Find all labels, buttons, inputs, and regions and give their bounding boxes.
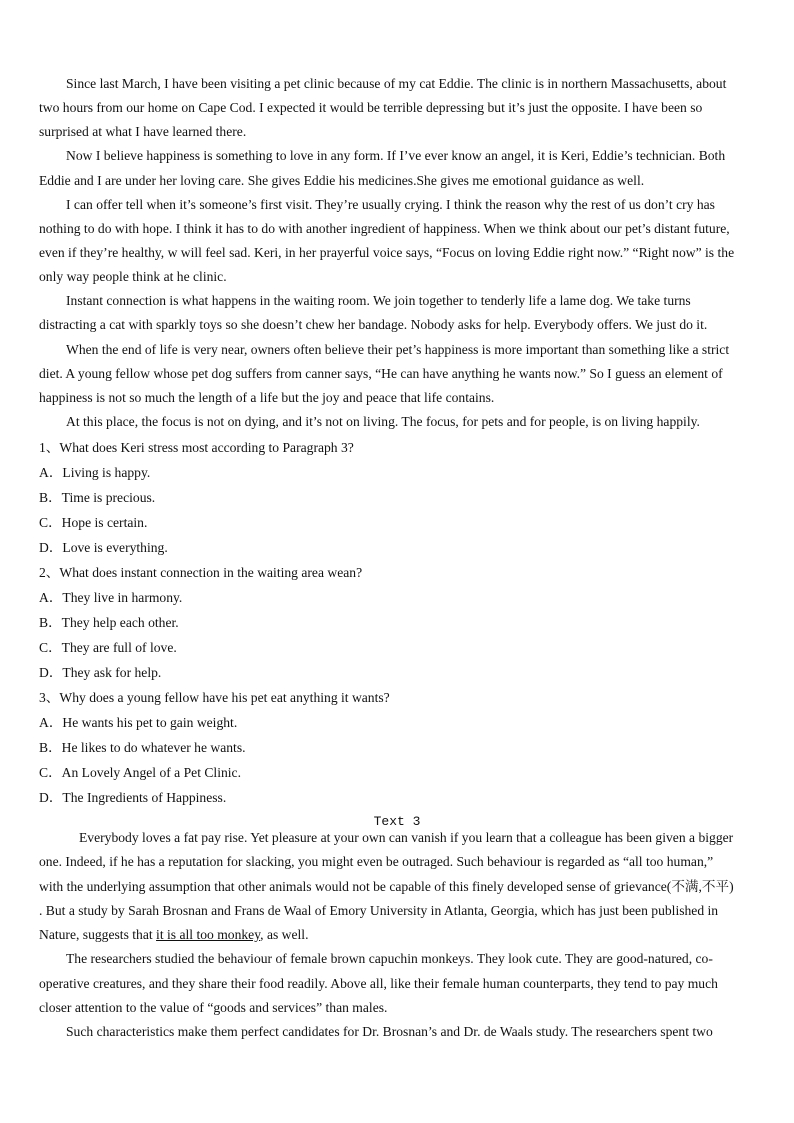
answer-option: B．Time is precious. bbox=[39, 489, 156, 505]
text-segment: Nature, suggests that bbox=[39, 927, 157, 942]
passage-line: diet. A young fellow whose pet dog suffers from canner says, “He can have anything he wants now.” So I guess an element of bbox=[39, 365, 723, 381]
question-stem: 1、What does Keri stress most according to Paragraph 3? bbox=[39, 439, 354, 455]
passage-line: Eddie and I are under her loving care. She gives Eddie his medicines.She gives me emotional guidance as well. bbox=[39, 172, 645, 188]
text-line: with the underlying assumption that other animals would not be capable of this finely developed sense of grievance(不满,不平) bbox=[39, 878, 734, 894]
answer-option: B．He likes to do whatever he wants. bbox=[39, 739, 246, 755]
passage-line: only way people think at he clinic. bbox=[39, 269, 227, 285]
answer-option: A．They live in harmony. bbox=[39, 589, 183, 605]
text-line: closer attention to the value of “goods and services” than males. bbox=[39, 999, 388, 1015]
text-line: one. Indeed, if he has a reputation for slacking, you might even be outraged. Such behaviour is regarded as “all too human,” bbox=[39, 854, 714, 870]
text-segment: , as well. bbox=[260, 927, 309, 942]
answer-option: C．They are full of love. bbox=[39, 639, 177, 655]
passage-line: Since last March, I have been visiting a pet clinic because of my cat Eddie. The clinic is in northern Massachusetts, about bbox=[66, 76, 727, 91]
text-line: The researchers studied the behaviour of female brown capuchin monkeys. They look cute. They are good-natured, co- bbox=[66, 951, 713, 967]
passage-line: nothing to do with hope. I think it has to do with another ingredient of happiness. When we think about our pet’s distant future, bbox=[39, 220, 730, 236]
reading-passage bbox=[39, 72, 769, 434]
passage-line: even if they’re healthy, w will feel sad. Keri, in her prayerful voice says, “Focus on loving Eddie right now.” “Right now” is the bbox=[39, 244, 735, 260]
passage-line: two hours from our home on Cape Cod. I expected it would be terrible depressing but it’s just the opposite. I have been so bbox=[39, 100, 703, 116]
answer-option: D．Love is everything. bbox=[39, 539, 168, 555]
passage-line: happiness is not so much the length of a life but the joy and peace that life contains. bbox=[39, 389, 495, 405]
text3-passage bbox=[39, 826, 769, 1044]
passage-line: I can offer tell when it’s someone’s first visit. They’re usually crying. I think the reason why the rest of us don’t cry has bbox=[66, 196, 715, 212]
passage-line: At this place, the focus is not on dying, and it’s not on living. The focus, for pets and for people, is on living happily. bbox=[66, 413, 700, 429]
answer-option: B．They help each other. bbox=[39, 614, 179, 630]
question-list bbox=[39, 435, 769, 810]
passage-line: Instant connection is what happens in the waiting room. We join together to tenderly life a lame dog. We take turns bbox=[66, 293, 691, 309]
answer-option: D．They ask for help. bbox=[39, 664, 162, 680]
passage-line: Now I believe happiness is something to love in any form. If I’ve ever know an angel, it is Keri, Eddie’s technician. Both bbox=[66, 148, 726, 164]
answer-option: A．He wants his pet to gain weight. bbox=[39, 714, 238, 730]
question-stem: 2、What does instant connection in the waiting area wean? bbox=[39, 564, 363, 580]
text-line: Such characteristics make them perfect candidates for Dr. Brosnan’s and Dr. de Waals study. The researchers spent two bbox=[66, 1024, 713, 1039]
answer-option: A．Living is happy. bbox=[39, 464, 151, 480]
question-stem: 3、Why does a young fellow have his pet eat anything it wants? bbox=[39, 689, 390, 705]
text-line bbox=[39, 923, 769, 947]
section-title: Text 3 bbox=[373, 814, 421, 829]
text-line: Everybody loves a fat pay rise. Yet pleasure at your own can vanish if you learn that a colleague has been given a bigger bbox=[79, 830, 734, 845]
text-line: operative creatures, and they share their food readily. Above all, like their female human counterparts, they tend to pay much bbox=[39, 975, 718, 991]
answer-option: D．The Ingredients of Happiness. bbox=[39, 789, 227, 805]
passage-line: When the end of life is very near, owners often believe their pet’s happiness is more important than something like a strict bbox=[66, 341, 730, 357]
passage-line: surprised at what I have learned there. bbox=[39, 124, 247, 140]
underlined-phrase: it is all too monkey bbox=[156, 927, 261, 942]
answer-option: C．An Lovely Angel of a Pet Clinic. bbox=[39, 764, 241, 780]
passage-line: distracting a cat with sparkly toys so she doesn’t chew her bandage. Nobody asks for help. Everybody offers. We just do it. bbox=[39, 317, 708, 333]
text-line: . But a study by Sarah Brosnan and Frans de Waal of Emory University in Atlanta, Georgia, which has just been published in bbox=[39, 902, 719, 918]
answer-option: C．Hope is certain. bbox=[39, 514, 148, 530]
